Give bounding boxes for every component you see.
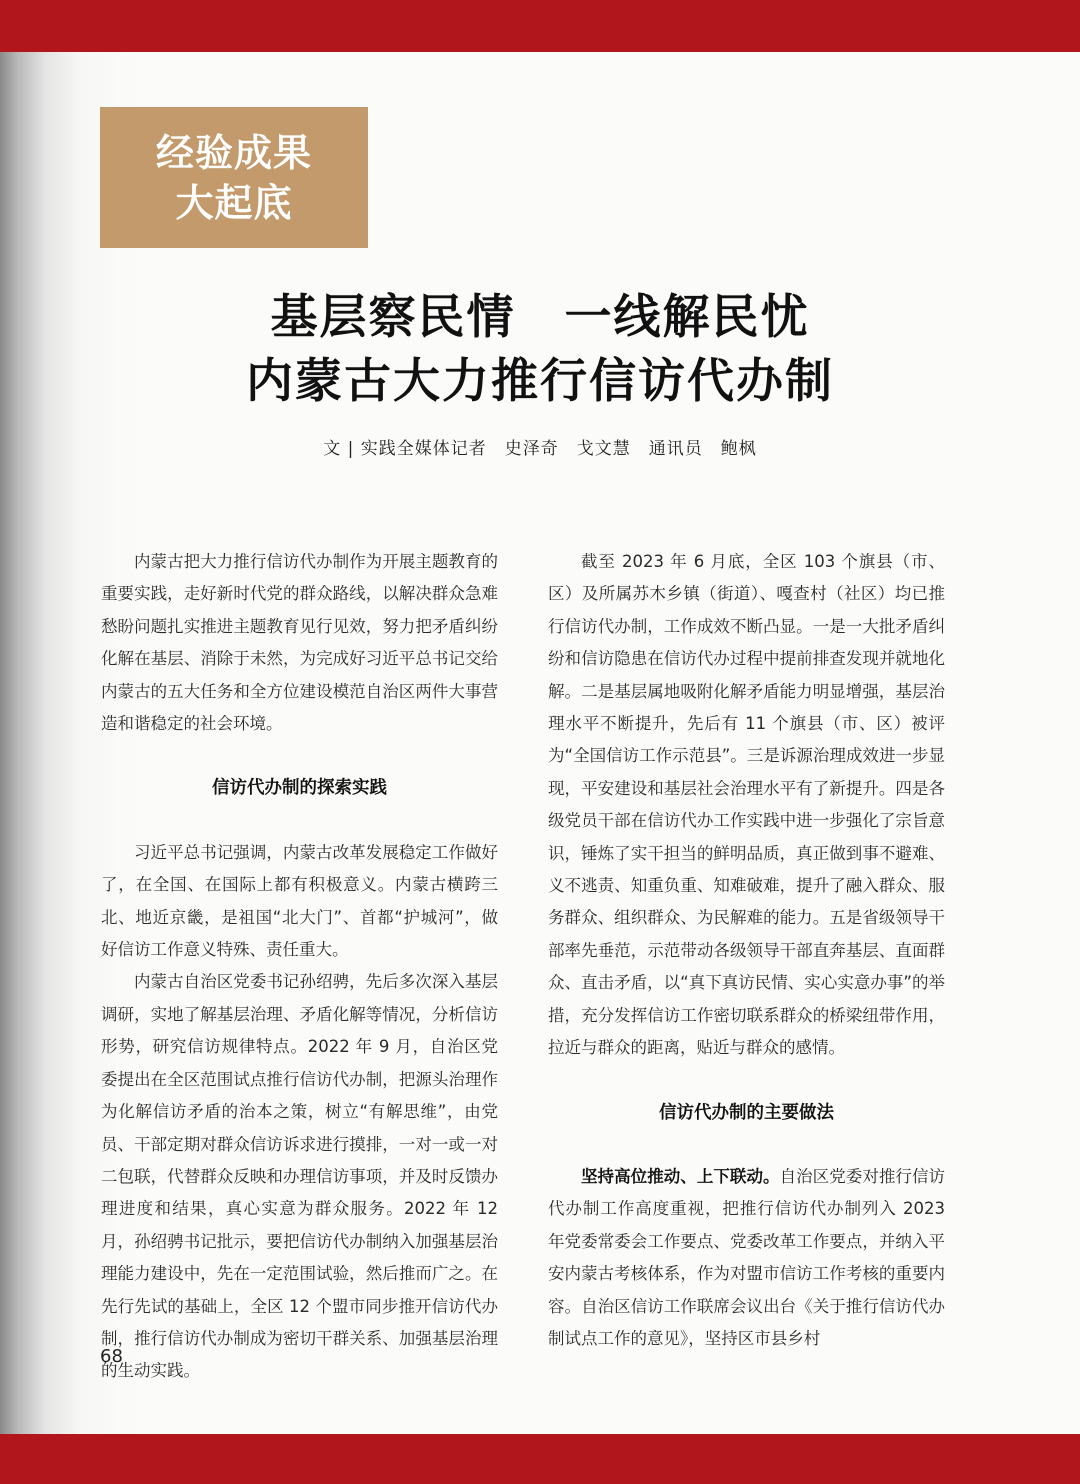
section-tag-line1: 经验成果 <box>155 130 312 175</box>
article-title-line2: 内蒙古大力推行信访代办制 <box>246 354 834 409</box>
bottom-red-band <box>0 1434 1080 1484</box>
paragraph: 内蒙古自治区党委书记孙绍骋，先后多次深入基层调研，实地了解基层治理、矛盾化解等情况，分析信访形势，研究信访规律特点。2022 年 9 月，自治区党委提出在全区范围试点推行信访代办制，把源头治理作为化解信访矛盾的治本之策，树立“有解思维”，由党员、干部定期对群众信访诉求进行摸排，一对一或一对二包联，代替群众反映和办理信访事项，并及时反馈办理进度和结果，真心实意为群众服务。2022 年 12 月，孙绍骋书记批示，要把信访代办制纳入加强基层治理能力建设中，先在一定范围试验，然后推而广之。在先行先试的基础上，全区 12 个盟市同步推开信访代办制，推行信访代办制成为密切干群关系、加强基层治理的生动实践。 <box>101 972 498 1381</box>
top-red-band <box>0 0 1080 52</box>
magazine-page <box>0 52 1080 1434</box>
paragraph-body: 自治区党委对推行信访代办制工作高度重视，把推行信访代办制列入 2023 年党委常委会工作要点、党委改革工作要点，并纳入平安内蒙古考核体系，作为对盟市信访工作考核的重要内容。自治区信访工作联席会议出台《关于推行信访代办制试点工作的意见》，坚持区市县乡村 <box>548 1166 946 1348</box>
section-heading-exploration: 信访代办制的探索实践 <box>212 778 387 799</box>
paragraph: 习近平总书记强调，内蒙古改革发展稳定工作做好了，在全国、在国际上都有积极意义。内蒙古横跨三北、地近京畿，是祖国“北大门”、首都“护城河”，做好信访工作意义特殊、责任重大。 <box>101 842 498 960</box>
article-title-line1: 基层察民情 一线解民忧 <box>270 290 810 345</box>
paragraph-lead: 坚持高位推动、上下联动。 <box>581 1166 780 1186</box>
intro-paragraph: 内蒙古把大力推行信访代办制作为开展主题教育的重要实践，走好新时代党的群众路线，以解决群众急难愁盼问题扎实推进主题教育见行见效，努力把矛盾纠纷化解在基层、消除于未然，为完成好习近平总书记交给内蒙古的五大任务和全方位建设模范自治区两件大事营造和谐稳定的社会环境。 <box>101 552 498 734</box>
left-column <box>101 546 498 1388</box>
section-tag <box>100 107 368 248</box>
section-heading-practices: 信访代办制的主要做法 <box>659 1102 834 1123</box>
paragraph <box>548 1161 945 1355</box>
section-tag-line2: 大起底 <box>175 180 293 225</box>
page-number: 68 <box>100 1346 123 1367</box>
paragraph: 截至 2023 年 6 月底，全区 103 个旗县（市、区）及所属苏木乡镇（街道）、嘎查村（社区）均已推行信访代办制，工作成效不断凸显。一是一大批矛盾纠纷和信访隐患在信访代办过程中提前排查发现并就地化解。二是基层属地吸附化解矛盾能力明显增强，基层治理水平不断提升，先后有 11 个旗县（市、区）被评为“全国信访工作示范县”。三是诉源治理成效进一步显现，平安建设和基层社会治理水平有了新提升。四是各级党员干部在信访代办工作实践中进一步强化了宗旨意识，锤炼了实干担当的鲜明品质，真正做到事不避难、义不逃责、知重负重、知难破难，提升了融入群众、服务群众、组织群众、为民解难的能力。五是省级领导干部率先垂范，示范带动各级领导干部直奔基层、直面群众、直击矛盾，以“真下真访民情、实心实意办事”的举措，充分发挥信访工作密切联系群众的桥梁纽带作用，拉近与群众的距离，贴近与群众的感情。 <box>548 552 945 1058</box>
byline: 文 | 实践全媒体记者 史泽奇 戈文慧 通讯员 鲍枫 <box>323 439 757 459</box>
right-column <box>548 546 945 1355</box>
